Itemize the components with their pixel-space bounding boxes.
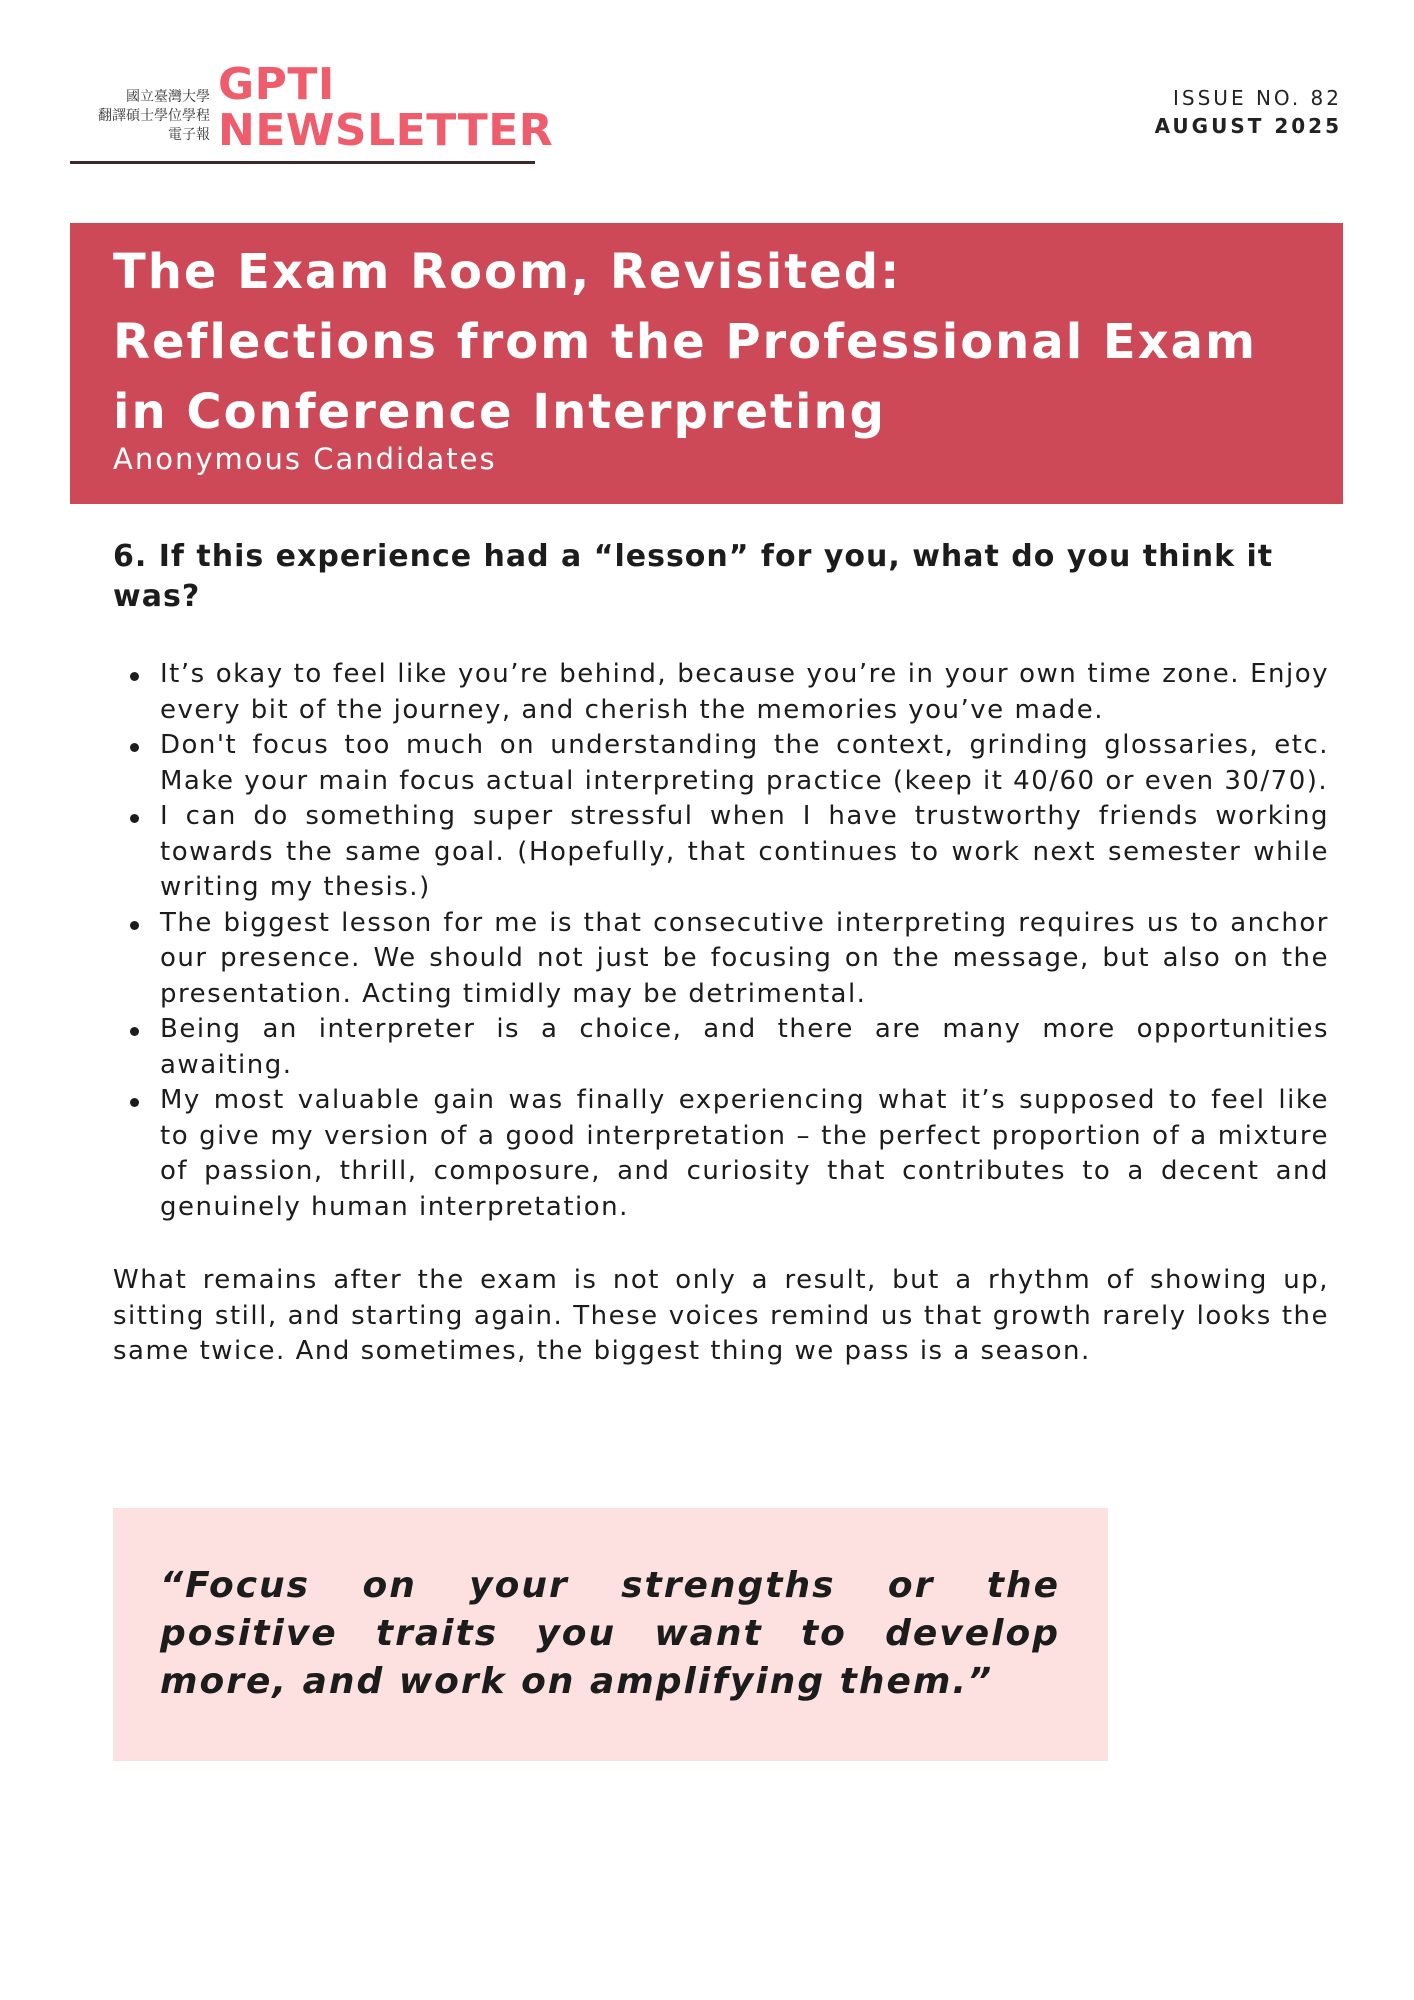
- bullet-icon: [130, 672, 139, 681]
- newsletter-masthead: [70, 59, 554, 166]
- pull-quote: “Focus on your strengths or the positive traits you want to develop more, and work on amplifying them.”: [160, 1565, 1060, 1702]
- article-title-banner: [70, 223, 1343, 504]
- university-name: [70, 88, 210, 145]
- answer-item: [160, 657, 1329, 728]
- answer-text: It’s okay to feel like you’re behind, because you’re in your own time zone. Enjoy every bit of the journey, and cherish the memories you’ve made.: [160, 659, 1329, 725]
- article-title-line-3: in Conference Interpreting: [113, 384, 886, 440]
- answer-item: [160, 1012, 1329, 1083]
- answer-item: [160, 1083, 1329, 1225]
- answer-list: [113, 657, 1329, 1225]
- answer-item: [160, 728, 1329, 799]
- masthead-divider: [70, 161, 535, 164]
- question-heading: 6. If this experience had a “lesson” for you, what do you think it was?: [113, 539, 1274, 614]
- article-title-line-1: The Exam Room, Revisited:: [113, 244, 902, 300]
- closing-paragraph: What remains after the exam is not only a result, but a rhythm of showing up, sitting still, and starting again. These voices remind us that growth rarely looks the same twice. And sometimes, the biggest thing we pass is a season.: [113, 1265, 1329, 1366]
- answer-text: Don't focus too much on understanding the context, grinding glossaries, etc. Make your main focus actual interpreting practice (keep it 40/60 or even 30/70).: [160, 730, 1329, 796]
- answer-item: [160, 799, 1329, 906]
- answer-text: The biggest lesson for me is that consecutive interpreting requires us to anchor our presence. We should not just be focusing on the message, but also on the presentation. Acting timidly may be detrimental.: [160, 907, 1329, 1009]
- newsletter-logo: [218, 59, 554, 156]
- bullet-icon: [130, 743, 139, 752]
- bullet-icon: [130, 1098, 139, 1107]
- answer-text: I can do something super stressful when I have trustworthy friends working towards the same goal. (Hopefully, that continues to work next semester while writing my thesis.): [160, 801, 1329, 902]
- publication-line: 電子報: [168, 127, 210, 143]
- bullet-icon: [130, 1027, 139, 1036]
- bullet-icon: [130, 921, 139, 930]
- answer-text: My most valuable gain was finally experiencing what it’s supposed to feel like to give my version of a good interpretation – the perfect proportion of a mixture of passion, thrill, composure, and curiosity that contributes to a decent and genuinely human interpretation.: [160, 1085, 1329, 1222]
- answer-item: [160, 906, 1329, 1013]
- article-body: [113, 537, 1329, 1396]
- logo-newsletter: NEWSLETTER: [218, 105, 554, 156]
- program-line: 翻譯碩士學位學程: [98, 108, 210, 124]
- issue-info: [1155, 84, 1342, 140]
- logo-gpti: GPTI: [218, 59, 335, 110]
- article-byline: Anonymous Candidates: [113, 442, 497, 476]
- issue-number: ISSUE NO. 82: [1173, 86, 1342, 110]
- bullet-icon: [130, 814, 139, 823]
- issue-date: AUGUST 2025: [1154, 114, 1342, 138]
- university-line: 國立臺灣大學: [126, 89, 210, 105]
- answer-text: Being an interpreter is a choice, and there are many more opportunities awaiting.: [160, 1014, 1329, 1080]
- article-title-line-2: Reflections from the Professional Exam: [113, 314, 1258, 370]
- pull-quote-box: [113, 1508, 1108, 1761]
